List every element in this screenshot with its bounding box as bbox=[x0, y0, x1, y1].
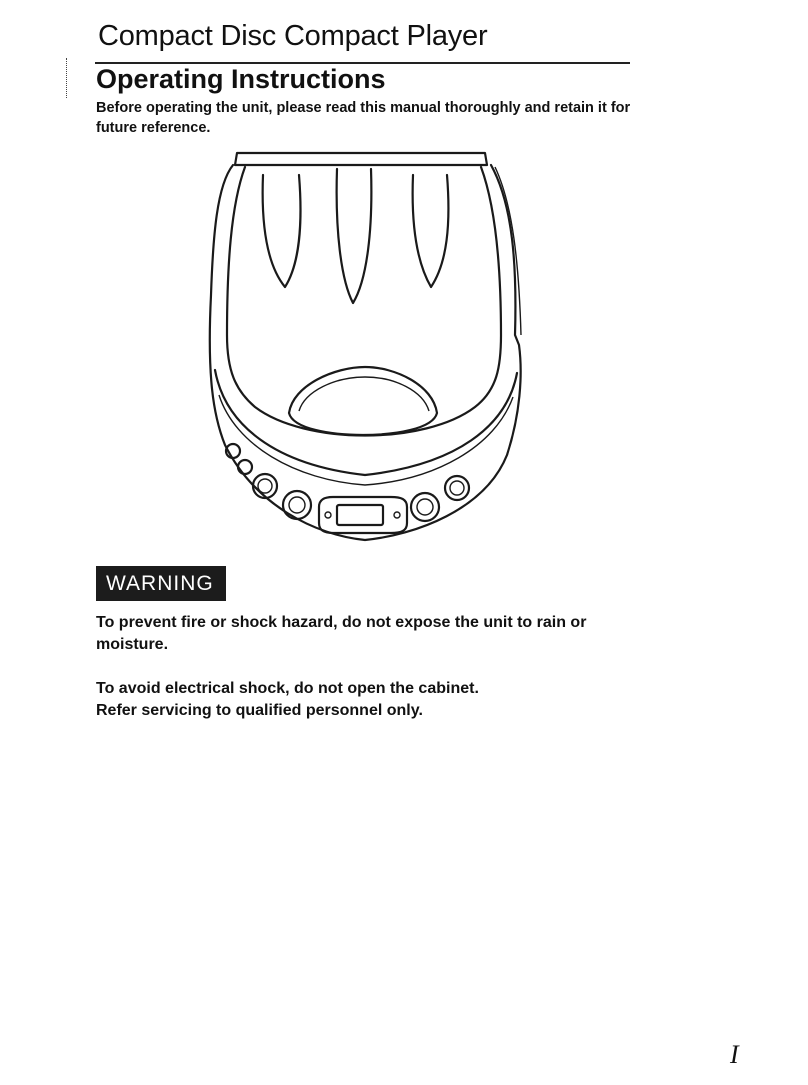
warning-text-shock-line-2: Refer servicing to qualified personnel only. bbox=[96, 702, 423, 719]
document-title: Compact Disc Compact Player bbox=[98, 20, 488, 52]
warning-text-shock bbox=[96, 678, 656, 722]
cd-player-icon bbox=[195, 145, 535, 555]
intro-text: Before operating the unit, please read this manual thoroughly and retain it for future reference. bbox=[96, 100, 631, 136]
warning-badge: WARNING bbox=[96, 566, 226, 601]
warning-text-shock-line-1: To avoid electrical shock, do not open the cabinet. bbox=[96, 680, 479, 697]
cd-player-illustration bbox=[195, 145, 535, 555]
page-number: I bbox=[730, 1040, 739, 1069]
warning-text-moisture: To prevent fire or shock hazard, do not expose the unit to rain or moisture. bbox=[96, 614, 587, 653]
margin-marks bbox=[66, 58, 71, 98]
section-heading: Operating Instructions bbox=[96, 64, 386, 94]
